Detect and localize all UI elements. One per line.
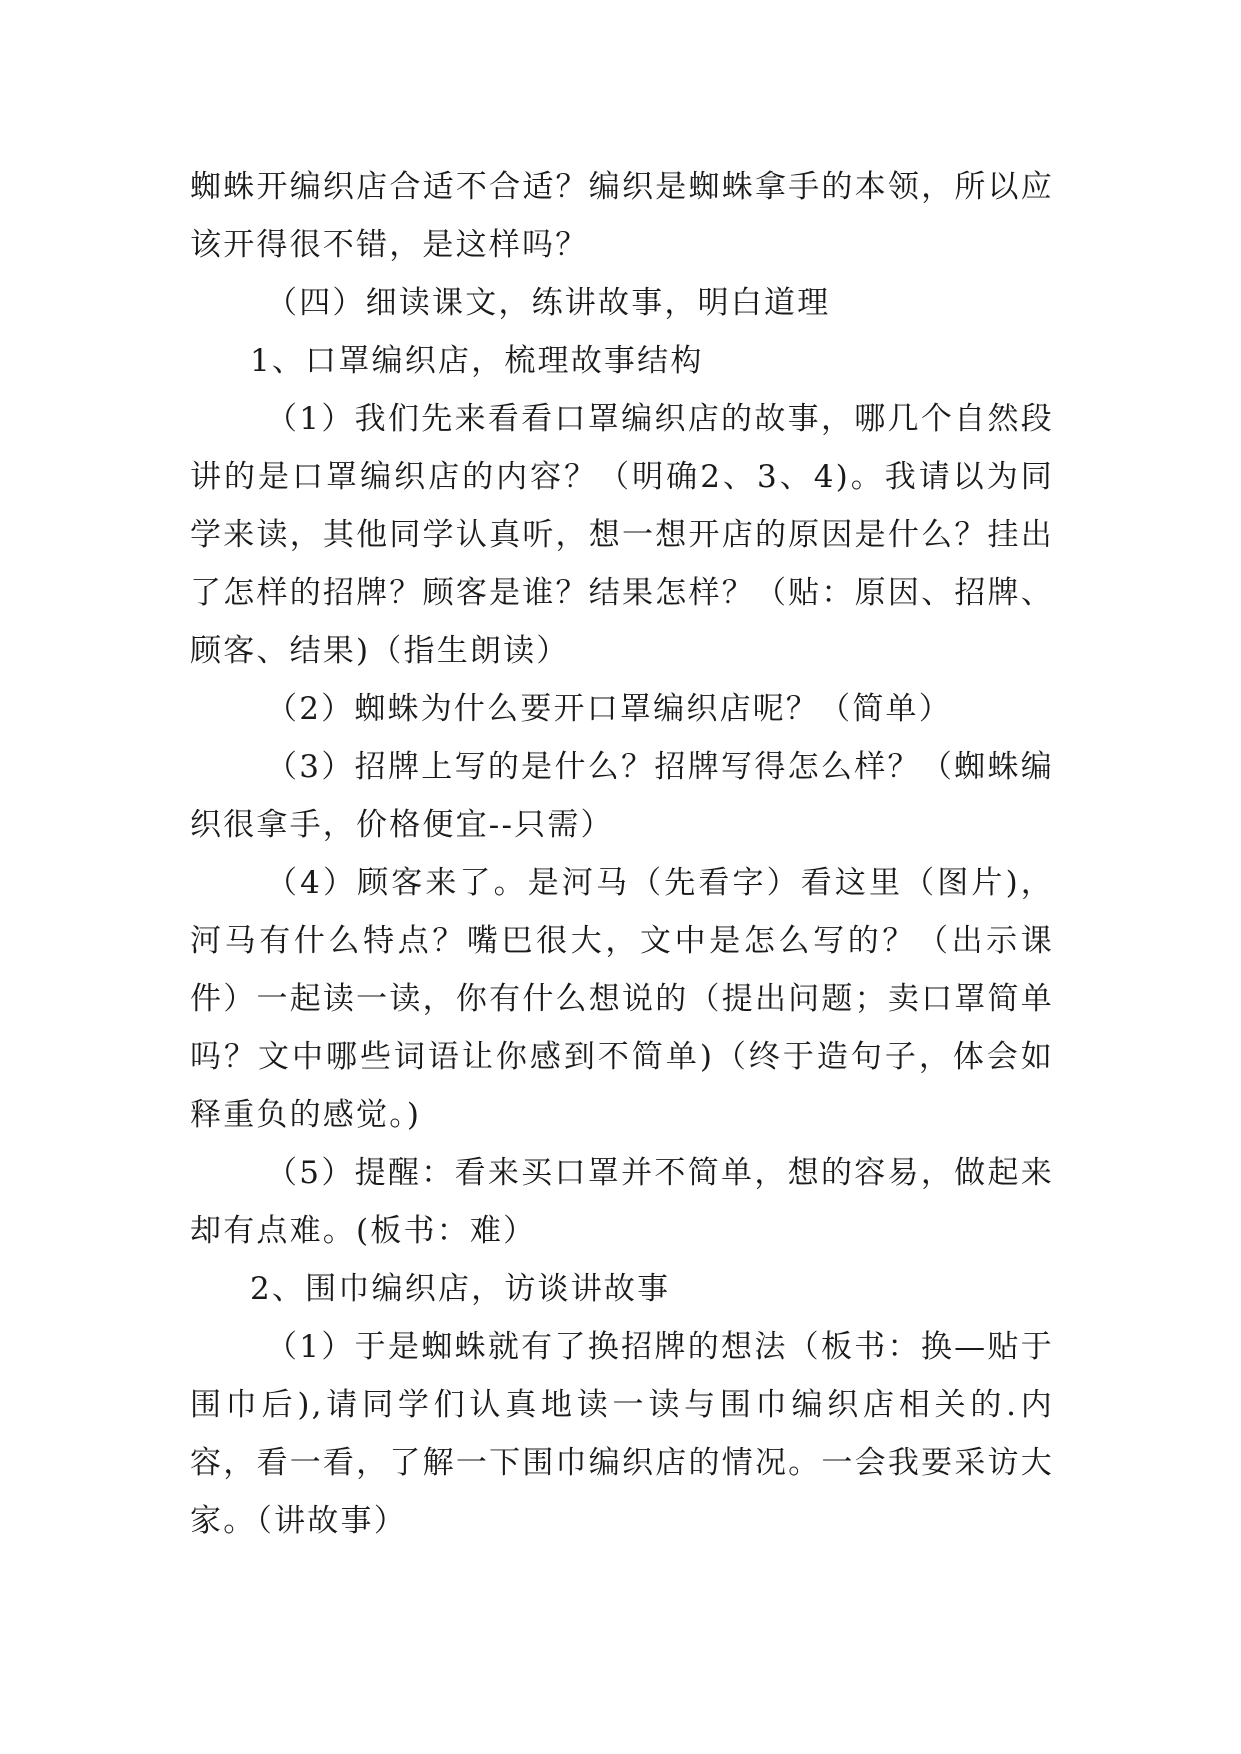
- paragraph-step-4: （4）顾客来了。是河马（先看字）看这里（图片)，河马有什么特点？嘴巴很大，文中是怎么写的？（出示课件）一起读一读，你有什么想说的（提出问题；卖口罩简单吗？文中哪些词语让你感到不简单)（终于造句子，体会如释重负的感觉。): [190, 865, 1054, 1133]
- document-body: [190, 158, 1054, 1550]
- heading-scarf-shop: 2、围巾编织店，访谈讲故事: [250, 1271, 671, 1307]
- paragraph-step-2: （2）蜘蛛为什么要开口罩编织店呢？（简单）: [266, 691, 952, 727]
- paragraph-scarf-step-1: （1）于是蜘蛛就有了换招牌的想法（板书：换—贴于围巾后),请同学们认真地读一读与围巾编织店相关的.内容，看一看，了解一下围巾编织店的情况。一会我要采访大家。（讲故事）: [190, 1329, 1054, 1539]
- paragraph-step-1: （1）我们先来看看口罩编织店的故事，哪几个自然段讲的是口罩编织店的内容？（明确2、3、4)。我请以为同学来读，其他同学认真听，想一想开店的原因是什么？挂出了怎样的招牌？顾客是谁？结果怎样？（贴：原因、招牌、顾客、结果)（指生朗读）: [190, 401, 1054, 669]
- paragraph-question: 蜘蛛开编织店合适不合适？编织是蜘蛛拿手的本领，所以应该开得很不错，是这样吗？: [190, 169, 1054, 263]
- heading-mask-shop: 1、口罩编织店，梳理故事结构: [250, 343, 704, 379]
- paragraph-step-3: （3）招牌上写的是什么？招牌写得怎么样？（蜘蛛编织很拿手，价格便宜--只需）: [190, 749, 1054, 843]
- paragraph-step-5: （5）提醒：看来买口罩并不简单，想的容易，做起来却有点难。(板书：难）: [190, 1155, 1054, 1249]
- heading-section-four: （四）细读课文，练讲故事，明白道理: [266, 285, 831, 321]
